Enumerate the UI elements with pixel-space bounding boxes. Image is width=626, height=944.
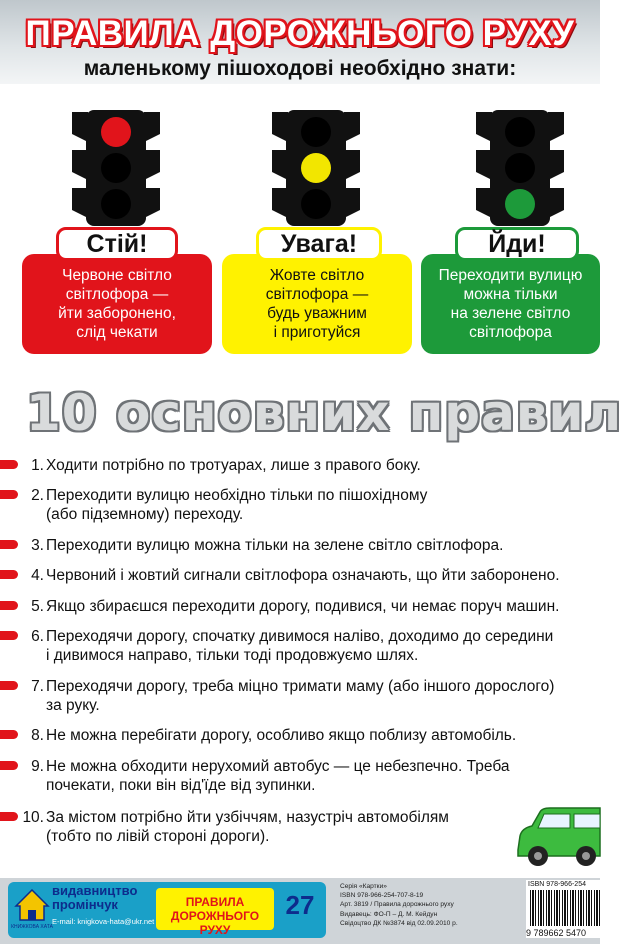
traffic-light-red xyxy=(72,106,160,230)
signal-tag-stop: Стій! xyxy=(56,227,178,261)
rule-marker-icon xyxy=(0,601,18,610)
rule-text: Червоний і жовтий сигнали світлофора означають, що йти заборонено. xyxy=(46,567,560,584)
rule-text: Не можна перебігати дорогу, особливо якщо поблизу автомобіль. xyxy=(46,727,517,744)
barcode-bars-icon xyxy=(530,890,600,926)
signal-card-stop xyxy=(22,254,212,354)
rule-text: Ходити потрібно по тротуарах, лише з правого боку. xyxy=(46,457,421,474)
car-illustration xyxy=(514,806,600,868)
traffic-light-yellow xyxy=(272,106,360,230)
publisher-logo-text: КНИЖКОВА ХАТА xyxy=(11,924,53,930)
signal-card-attention-text: Жовте світло світлофора — будь уважним і приготуйся xyxy=(265,267,369,341)
rules-heading: 10 основних правил xyxy=(26,384,623,442)
rule-text: Не можна обходити нерухомий автобус — це небезпечно. Треба почекати, поки він від'їде від зупинки. xyxy=(46,758,510,794)
signal-tag-attention: Увага! xyxy=(256,227,382,261)
rule-number: 2. xyxy=(31,487,44,504)
house-logo-icon xyxy=(11,888,53,930)
rule-number: 4. xyxy=(31,567,44,584)
publisher-email: E-mail: knigkova-hata@ukr.net xyxy=(52,917,155,926)
rule-text: Якщо збираєшся переходити дорогу, подивися, чи немає поруч машин. xyxy=(46,598,560,615)
traffic-light-red-icon xyxy=(72,106,160,230)
rule-marker-icon xyxy=(0,730,18,739)
rule-marker-icon xyxy=(0,460,18,469)
traffic-light-green xyxy=(476,106,564,230)
car-icon xyxy=(514,806,600,868)
signal-card-attention xyxy=(222,254,412,354)
rule-text: Переходячи дорогу, спочатку дивимося наліво, доходимо до середини і дивимося направо, тільки тоді продовжуємо шлях. xyxy=(46,628,554,664)
publisher-logo xyxy=(11,888,53,930)
rule-marker-icon xyxy=(0,812,18,821)
page-title: ПРАВИЛА ДОРОЖНЬОГО РУХУ xyxy=(25,14,575,53)
traffic-light-green-icon xyxy=(476,106,564,230)
barcode xyxy=(526,880,600,938)
signal-card-go xyxy=(421,254,600,354)
rule-number: 7. xyxy=(31,678,44,695)
rule-text: Переходити вулицю можна тільки на зелене світло світлофора. xyxy=(46,537,504,554)
rule-marker-icon xyxy=(0,540,18,549)
rule-text: За містом потрібно йти узбіччям, назустріч автомобілям (тобто по лівій стороні дороги). xyxy=(46,809,449,845)
signal-card-stop-text: Червоне світло світлофора — йти заборонено, слід чекати xyxy=(58,267,176,341)
signal-tag-go: Йди! xyxy=(455,227,579,261)
barcode-isbn: ISBN 978-966-254 xyxy=(528,881,586,888)
rule-number: 3. xyxy=(31,537,44,554)
traffic-light-yellow-icon xyxy=(272,106,360,230)
rule-number: 9. xyxy=(31,758,44,775)
publisher-name: видавництво промінчук xyxy=(52,883,138,912)
rule-number: 6. xyxy=(31,628,44,645)
rule-marker-icon xyxy=(0,761,18,770)
rule-number: 5. xyxy=(31,598,44,615)
rule-marker-icon xyxy=(0,631,18,640)
rule-marker-icon xyxy=(0,570,18,579)
rule-number: 10. xyxy=(22,809,44,826)
signal-card-go-text: Переходити вулицю можна тільки на зелене світло світлофора xyxy=(438,267,583,341)
series-title-box: ПРАВИЛА ДОРОЖНЬОГО РУХУ xyxy=(156,888,274,930)
rule-text: Переходячи дорогу, треба міцно тримати маму (або іншого дорослого) за руку. xyxy=(46,678,555,714)
rule-text: Переходити вулицю необхідно тільки по пішохідному (або підземному) переходу. xyxy=(46,487,428,523)
rule-number: 8. xyxy=(31,727,44,744)
page-subtitle: маленькому пішоходові необхідно знати: xyxy=(83,57,517,80)
rule-marker-icon xyxy=(0,681,18,690)
imprint-text: Серія «Картки» ISBN 978-966-254-707-8-19 Арт. 3819 / Правила дорожнього руху Видавець: ФО-П – Д. М. Кейдун Свідоцтво ДК №3874 від 02.09.2010 р. xyxy=(340,883,458,927)
barcode-digits: 9 789662 5470 xyxy=(526,928,587,938)
rule-marker-icon xyxy=(0,490,18,499)
series-number: 27 xyxy=(285,890,315,920)
rule-number: 1. xyxy=(31,457,44,474)
